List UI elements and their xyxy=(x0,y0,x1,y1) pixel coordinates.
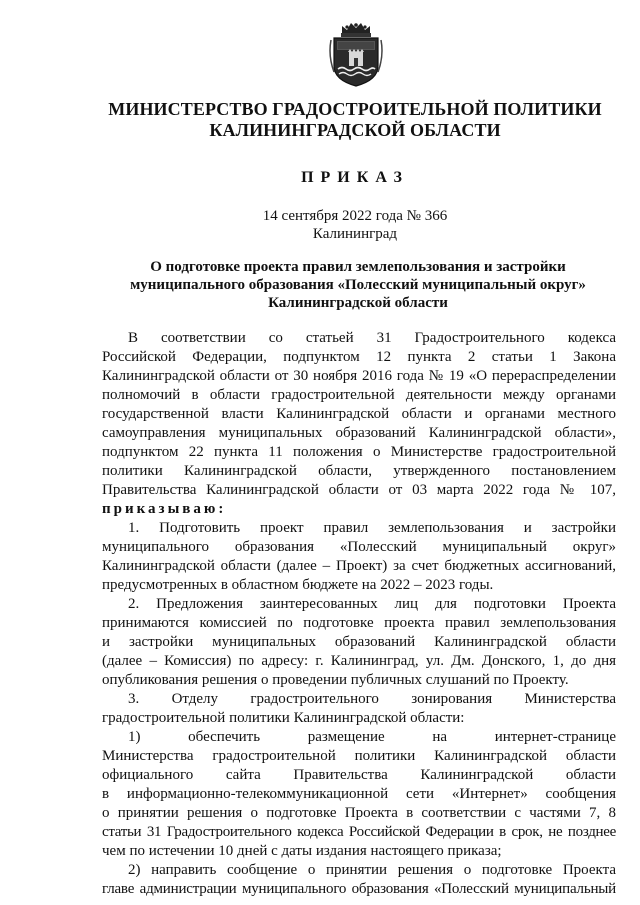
body-line: чем по истечении 10 дней с даты издания настоящего приказа; xyxy=(102,843,502,859)
body-line: политики Калининградской области, утвержденного постановлением xyxy=(102,463,616,479)
body-line: предусмотренных в областном бюджете на 2022 – 2023 годы. xyxy=(102,577,494,593)
ministry-name-line2: КАЛИНИНГРАДСКОЙ ОБЛАСТИ xyxy=(209,120,501,140)
body-line: самоуправления муниципальных образований Калининградской области», xyxy=(102,425,616,441)
body-line: В соответствии со статьей 31 Градостроительного кодекса xyxy=(128,330,616,346)
body-line: статьи 31 Градостроительного кодекса Российской Федерации в срок, не позднее xyxy=(102,824,616,840)
order-subject-line3: Калининградской области xyxy=(268,295,448,311)
body-line: главе администрации муниципального образования «Полесский муниципальный xyxy=(102,881,616,897)
ministry-name-line1: МИНИСТЕРСТВО ГРАДОСТРОИТЕЛЬНОЙ ПОЛИТИКИ xyxy=(108,99,602,119)
body-line: 2) направить сообщение о принятии решения о подготовке Проекта xyxy=(128,862,616,878)
body-line: 1) обеспечить размещение на интернет-странице xyxy=(128,729,616,745)
order-date-number: 14 сентября 2022 года № 366 xyxy=(262,208,448,224)
body-line: о принятии решения о подготовке Проекта в соответствии с частями 7, 8 xyxy=(102,805,616,821)
order-title: ПРИКАЗ xyxy=(301,169,409,186)
body-line: полномочий в области градостроительной деятельности между органами xyxy=(102,387,616,403)
body-line: 1. Подготовить проект правил землепользования и застройки xyxy=(128,520,616,536)
body-line: муниципального образования «Полесский муниципальный округ» xyxy=(102,539,616,555)
body-line: 3. Отделу градостроительного зонирования Министерства xyxy=(128,691,616,707)
body-line: подпунктом 22 пункта 11 положения о Министерстве градостроительной xyxy=(102,444,616,460)
body-line: градостроительной политики Калининградской области: xyxy=(102,710,465,726)
kaliningrad-coat-of-arms-icon xyxy=(328,20,384,88)
body-line: Российской Федерации, подпунктом 12 пункта 2 статьи 1 Закона xyxy=(102,349,616,365)
body-line: государственной власти Калининградской области и органами местного xyxy=(102,406,616,422)
body-line: опубликования решения о проведении публичных слушаний по Проекту. xyxy=(102,672,569,688)
order-subject-line1: О подготовке проекта правил землепользования и застройки xyxy=(150,259,566,275)
body-line: Калининградской области (далее – Проект) за счет бюджетных ассигнований, xyxy=(102,558,616,574)
body-line: Правительства Калининградской области от 03 марта 2022 года № 107, xyxy=(102,482,616,498)
order-city: Калининград xyxy=(312,226,398,242)
orders-keyword: приказываю: xyxy=(102,501,227,517)
body-line: в информационно-телекоммуникационной сети «Интернет» сообщения xyxy=(102,786,616,802)
body-line: и застройки муниципальных образований Калининградской области xyxy=(102,634,616,650)
body-line: принимаются комиссией по подготовке проекта правил землепользования xyxy=(102,615,616,631)
body-line: (далее – Комиссия) по адресу: г. Калининград, ул. Дм. Донского, 1, до дня xyxy=(102,653,616,669)
body-line: Министерства градостроительной политики Калининградской области xyxy=(102,748,616,764)
order-subject-line2: муниципального образования «Полесский муниципальный округ» xyxy=(130,277,586,293)
body-line: Калининградской области от 30 ноября 2016 года № 19 «О перераспределении xyxy=(102,368,616,384)
body-line: официального сайта Правительства Калининградской области xyxy=(102,767,616,783)
body-line: 2. Предложения заинтересованных лиц для подготовки Проекта xyxy=(128,596,616,612)
